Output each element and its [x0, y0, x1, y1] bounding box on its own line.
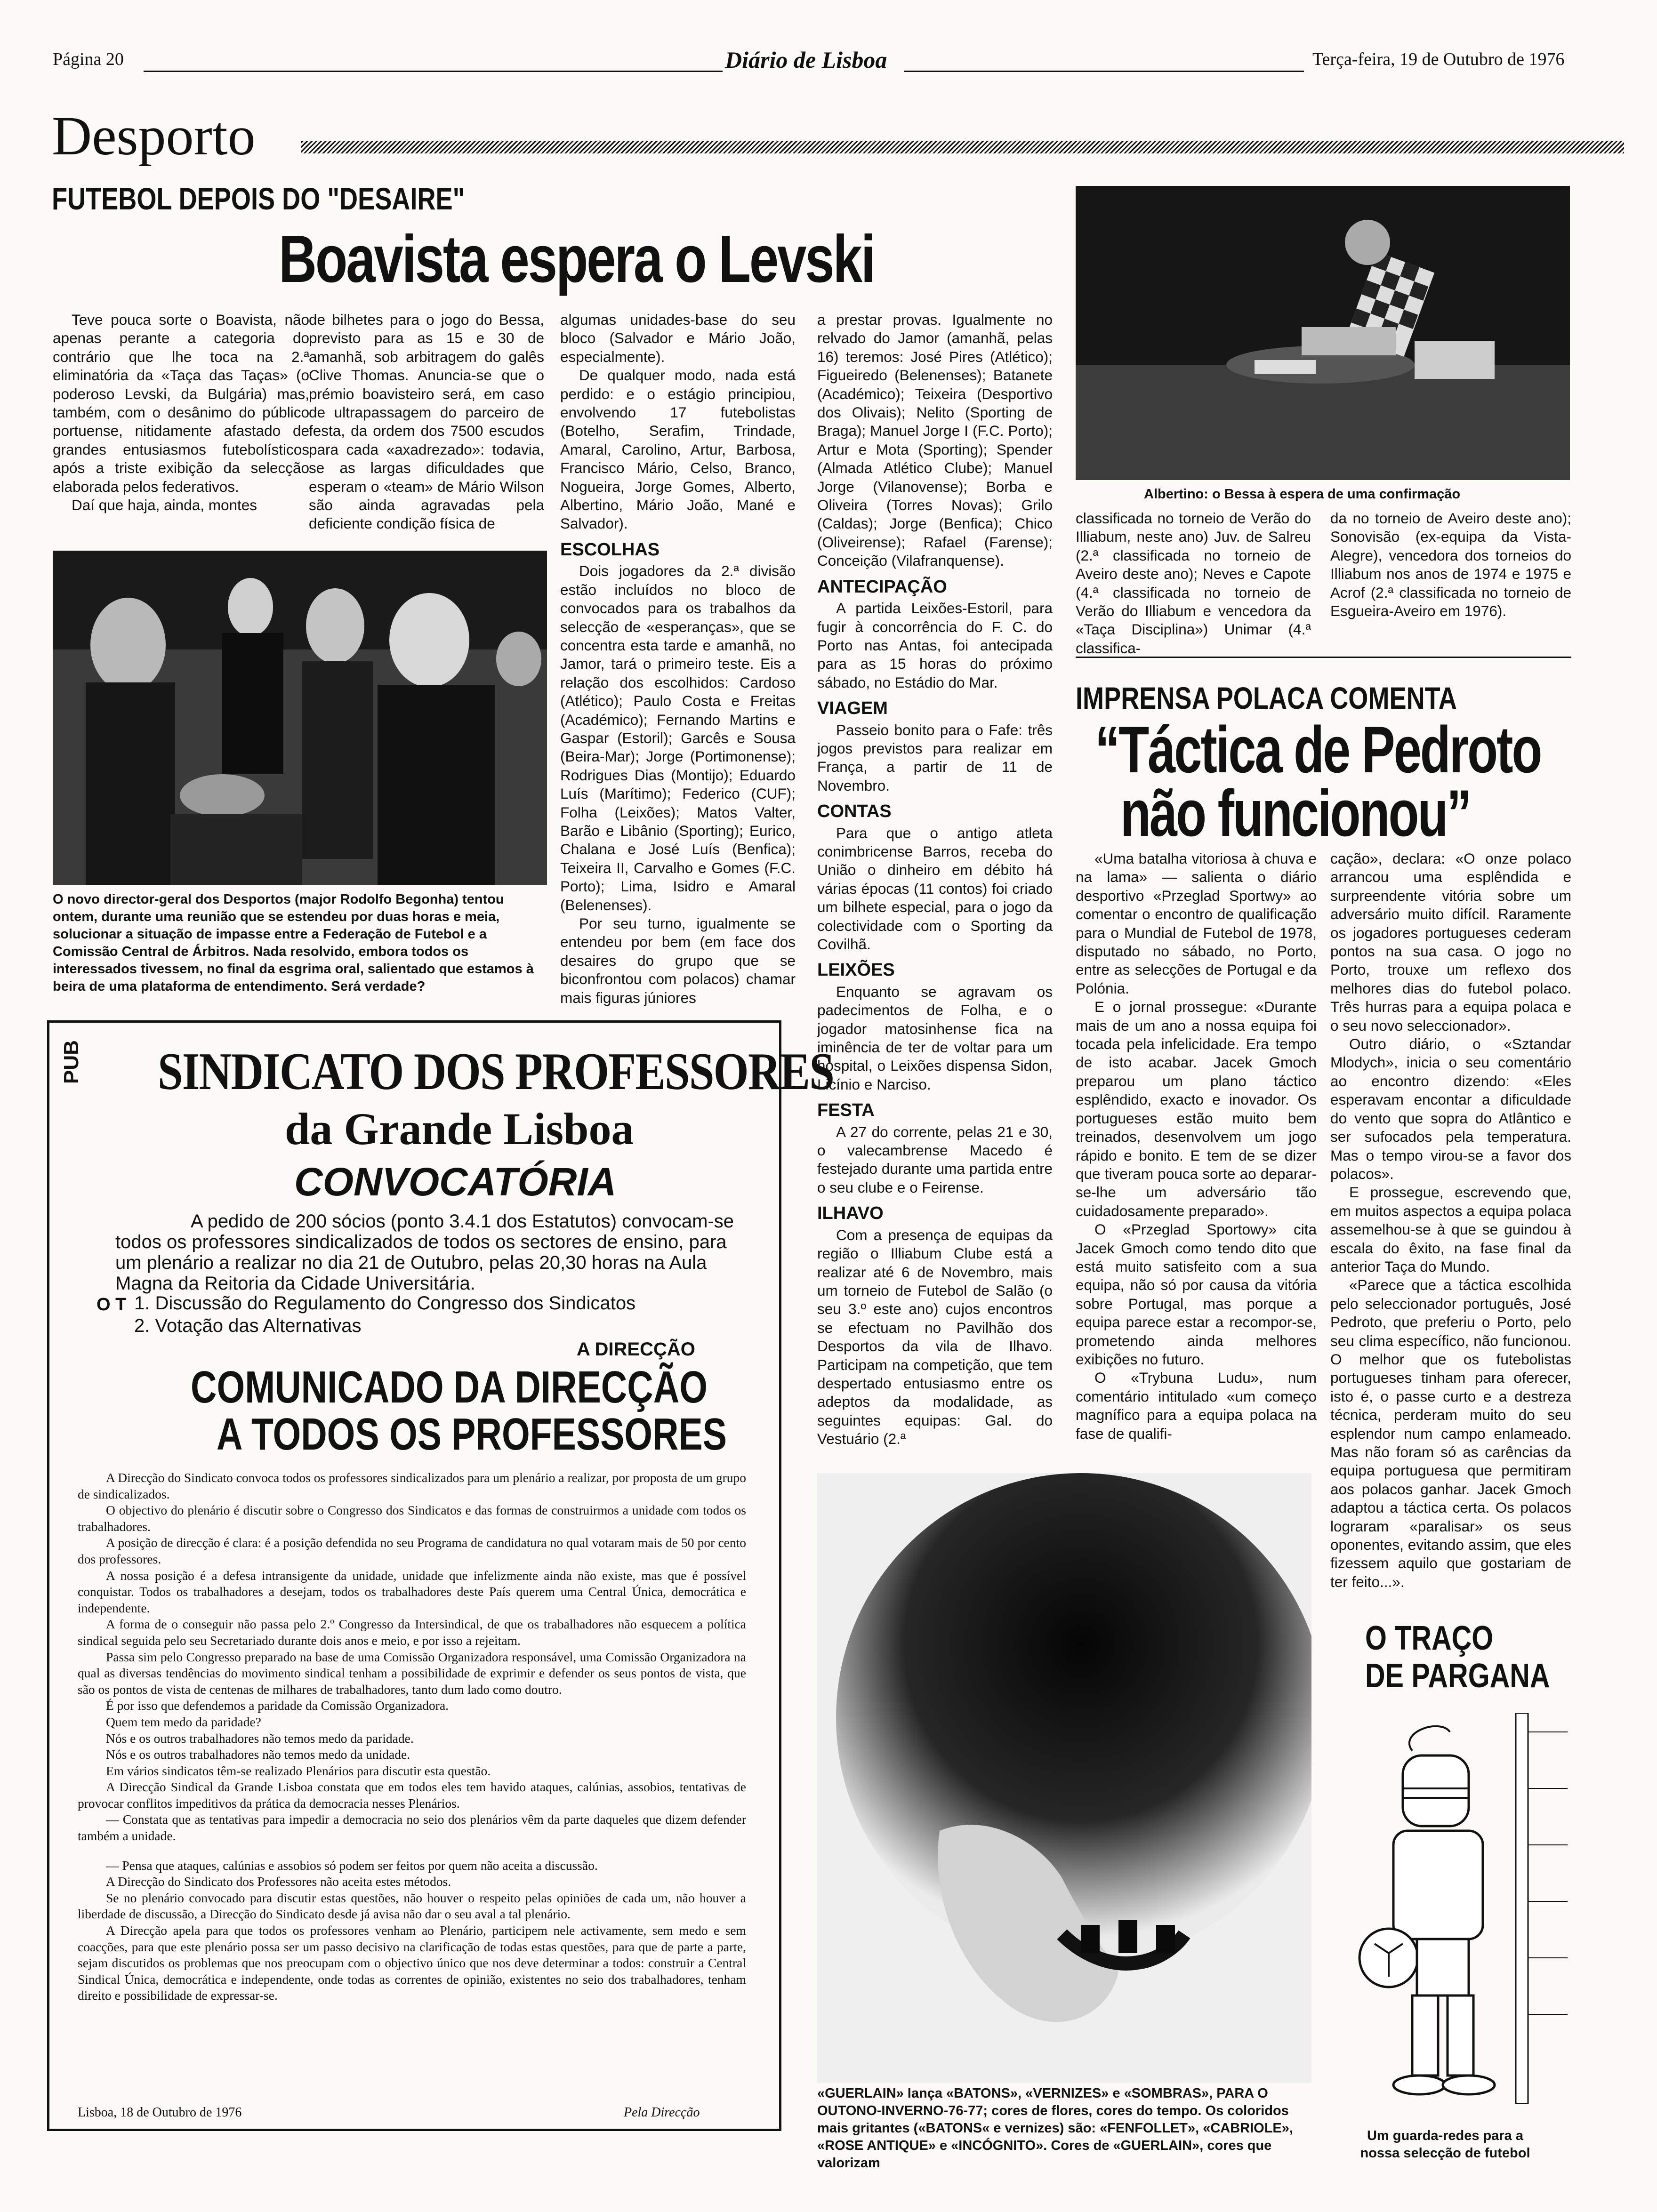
section-title: Desporto	[52, 105, 256, 167]
paragraph: Outro diário, o «Sztandar Mlodych», inicia o seu comentário ao encontro dizendo: «Eles esperavam encontar a dificuldade do vento que sopra do Atlântico e ser sufocados pela temperatura. Mas o tempo virou-se a favor dos polacos».	[1330, 1035, 1571, 1182]
ilhavo-continued-b	[1330, 509, 1571, 620]
paragraph: O «Trybuna Ludu», num comentário intitulado «um começo magnífico para a equipa polaca na fase de qualifi-	[1076, 1369, 1317, 1442]
page-number: Página 20	[53, 49, 124, 69]
directors-meeting-photo	[53, 551, 547, 885]
albertino-photo	[1076, 186, 1570, 480]
paragraph: «Parece que a táctica escolhida pelo seleccionador português, José Pedroto, que preferiu o Porto, pelo seu clima específico, não funcionou. O melhor que os futebolistas portugueses tinham para oferecer, isto é, o passe curto e a destreza técnica, perderam muito do seu esplendor num campo enlameado. Mas não foram só as carências da equipa portuguesa que permitiram aos polacos ganhar. Jacek Gmoch adaptou a táctica certa. Os polacos lograram «paralisar» os seus oponentes, evitando assim, que eles fizessem aquilo que gostariam de ter feito...».	[1330, 1276, 1571, 1590]
polaca-col-1	[1076, 850, 1317, 1443]
divider-rule	[1076, 657, 1571, 658]
ad-title: SINDICATO DOS PROFESSORES	[158, 1042, 834, 1101]
lead-col-2	[309, 311, 544, 533]
paragraph: Se no plenário convocado para discutir estas questões, não houver o respeito pelas opiniões de cada um, não houver a liberdade de discussão, a Direcção do Sindicato desde já avisa não dar o seu aval a tal plenário.	[78, 1890, 746, 1922]
masthead-rule-right	[904, 71, 1304, 72]
paragraph: A partida Leixões-Estoril, para fugir à concorrência do F. C. do Porto nas Antas, foi antecipada para as 15 horas do próximo sábado, no Estádio do Mar.	[817, 600, 1053, 691]
paragraph: de bilhetes para o jogo do Bessa, previsto para as 15 e 30 de amanhã, sob arbitragem do galês Clive Thomas. Anuncia-se que o prémio boavisteiro será, em caso de ultrapassagem do parceiro de festa, da ordem dos 7500 escudos para cada «axadrezado»: todavia, se as largas dificuldades que esperam o «team» de Mário Wilson são ainda agravadas pela deficiente condição física de	[309, 311, 544, 532]
paragraph: O objectivo do plenário é discutir sobre o Congresso dos Sindicatos e das formas de construirmos a unidade com todos os trabalhadores.	[78, 1503, 746, 1534]
paragraph: É por isso que defendemos a paridade da Comissão Organizadora.	[106, 1698, 449, 1713]
paragraph: Dois jogadores da 2.ª divisão estão incluídos no bloco de convocados para os trabalhos da selecção de «esperanças», que se concentra esta tarde e amanhã, no Jamor, tará o primeiro teste. Eis a relação dos escolhidos: Cardoso (Atlético); Paulo Costa e Freitas (Académico); Fernando Martins e Gaspar (Estoril); Garcês e Sousa (Beira-Mar); Jorge (Portimonense); Rodrigues Dias (Montijo); Eduardo Luís (Marítimo); Federico (CUF); Folha (Leixões); Matos Valter, Barão e Libânio (Sporting); Eurico, Chalana e José Luís (Benfica); Teixeira II, Carvalho e Gomes (F.C. Porto); Lima, Isidro e Amaral (Belenenses).	[560, 562, 796, 914]
ad-subtitle: da Grande Lisboa	[285, 1104, 634, 1154]
paragraph: A posição de direcção é clara: é a posição defendida no seu Programa de candidatura no qual votaram mais de 50 por cento dos professores.	[78, 1535, 746, 1566]
subhead-leixoes: LEIXÕES	[817, 960, 895, 980]
paragraph: Nós e os outros trabalhadores não temos medo da paridade.	[106, 1731, 414, 1746]
paragraph: Por seu turno, igualmente se entendeu por bem (em face dos desaires do grupo que se biconfrontou com polacos) chamar mais figuras júniores	[560, 915, 796, 1006]
agenda-item-2: 2. Votação das Alternativas	[134, 1315, 362, 1336]
polaca-headline-line-1: “Táctica de Pedroto	[1095, 713, 1541, 786]
paragraph: Enquanto se agravam os padecimentos de Folha, e o jogador matosinhense fica na iminência de ter de voltar para um hospital, o Leixões dispensa Sidon, Licínio e Narciso.	[817, 983, 1053, 1093]
convocatoria-heading: CONVOCATÓRIA	[294, 1160, 617, 1204]
lead-col-1	[53, 311, 309, 514]
subhead-viagem: VIAGEM	[817, 698, 888, 719]
newspaper-name: Diário de Lisboa	[725, 47, 887, 73]
pub-label: PUB	[60, 1040, 83, 1084]
paragraph: Passeio bonito para o Fafe: três jogos previstos para realizar em França, a partir de 11 de Novembro.	[817, 721, 1053, 794]
paragraph: da no torneio de Aveiro deste ano); Sonovisão (ex-equipa da Vista-Alegre), vencedora dos torneios do Illiabum nos anos de 1974 e 1975 e Acrof (2.ª classificada no torneio de Esgueira-Aveiro em 1976).	[1330, 510, 1571, 620]
albertino-photo-caption: Albertino: o Bessa à espera de uma confirmação	[1144, 487, 1461, 502]
photo-illustration	[53, 551, 547, 885]
paragraph: A nossa posição é a defesa intransigente da unidade, unidade que infelizmente ainda não existe, mas que é possível conquistar. Todos os trabalhadores a desejam, todos os trabalhadores deste País querem uma Central Única, democrática e independente.	[78, 1568, 746, 1615]
guerlain-photo	[817, 1473, 1311, 2083]
photo-illustration	[817, 1473, 1311, 2083]
comunicado-heading-2: A TODOS OS PROFESSORES	[217, 1409, 727, 1459]
lead-headline: Boavista espera o Levski	[279, 222, 874, 297]
paragraph: E prossegue, escrevendo que, em muitos aspectos a equipa polaca assemelhou-se à que se guindou à escala do êxito, na fase final da anterior Taça do Mundo.	[1330, 1184, 1571, 1275]
paragraph: algumas unidades-base do seu bloco (Salvador e Mário João, especialmente).	[560, 311, 796, 365]
cartoon-title-line-2: DE PARGANA	[1365, 1657, 1550, 1695]
goalkeeper-cartoon	[1332, 1713, 1568, 2104]
paragraph: De qualquer modo, nada está perdido: e o estágio principiou, envolvendo 17 futebolistas (Botelho, Serafim, Trindade, Amaral, Carolino, Artur, Barbosa, Francisco Mário, Celso, Branco, Nogueira, Jorge Gomes, Alberto, Albertino, Mário João, Mané e Salvador).	[560, 367, 796, 532]
ordem-trabalhos-label: O T	[97, 1295, 127, 1314]
paragraph: A 27 do corrente, pelas 21 e 30, o valecambrense Macedo é festejado durante uma partida entre o seu clube e o Feirense.	[817, 1123, 1053, 1196]
subhead-antecipacao: ANTECIPAÇÃO	[817, 577, 947, 597]
convocation-text: A pedido de 200 sócios (ponto 3.4.1 dos Estatutos) convocam-se todos os professores sindicalizados de todos os sectores de ensino, para um plenário a realizar no dia 21 de Outubro, pelas 20,30 horas na Aula Magna da Reitoria da Cidade Universitária.	[115, 1211, 734, 1294]
paragraph: Teve pouca sorte o Boavista, não apenas perante a categoria do contrário que lhe toca na 2.ª eliminatória da «Taça das Taças» (o poderoso Levski, da Bulgária) mas, também, com o desânimo do público portuense, nitidamente afastado de grandes entusiasmos futebolísticos após a triste exibição da selecção elaborada pelos federativos.	[53, 311, 309, 495]
paragraph: Nós e os outros trabalhadores não temos medo da unidade.	[106, 1747, 410, 1762]
paragraph: Passa sim pelo Congresso preparado na base de uma Comissão Organizadora responsável, uma Comissão Organizadora na qual as diversas tendências do movimento sindical tenham a possibilidade de exprimir e defender os seus pontos de vista, que são os pontos de vista de centenas de milhares de trabalhadores, tanto dum lado como doutro.	[78, 1649, 746, 1697]
directors-photo-caption: O novo director-geral dos Desportos (major Rodolfo Begonha) tentou ontem, durante uma reunião que se estendeu por duas horas e meia, solucionar a situação de impasse entre a Federação de Futebol e a Comissão Central de Árbitros. Nada resolvido, embora todos os interessados tivessem, no final da esgrima oral, salientado que estamos à beira de uma plataforma de entendimento. Será verdade?	[53, 892, 534, 994]
paragraph: A Direcção do Sindicato dos Professores não aceita estes métodos.	[106, 1874, 451, 1889]
agenda-item-1: 1. Discussão do Regulamento do Congresso dos Sindicatos	[134, 1293, 636, 1314]
paragraph: O «Przeglad Sportowy» cita Jacek Gmoch como tendo dito que está muito satisfeito com a sua equipa, não só por causa da vitória sobre Portugal, mas porque a equipa parece estar a recompor-se, prometendo ainda melhores exibições no futuro.	[1076, 1221, 1317, 1368]
ad-footer-signature: Pela Direcção	[624, 2105, 700, 2120]
polaca-col-2	[1330, 850, 1571, 1591]
paragraph: Para que o antigo atleta conimbricense Barros, receba do União o dinheiro em débito há várias épocas (11 contos) foi criado um bilhete especial, para o jogo da colectividade com o Sporting da Covilhã.	[817, 824, 1053, 953]
paragraph: a prestar provas. Igualmente no relvado do Jamor (amanhã, pelas 16) teremos: José Pires (Atlético); Figueiredo (Belenenses); Batanete (Académico); Teixeira (Desportivo dos Olivais); Nelito (Sporting de Braga); Manuel Jorge I (F.C. Porto); Artur e Mota (Sporting); Spender (Almada Atlético Clube); Manuel Jorge (Vilanovense); Borba e Oliveira (Torres Novas); Grilo (Caldas); Jorge (Benfica); Chico (Oliveirense); Rafael (Farense); Conceição (Vilafranquense).	[817, 311, 1053, 569]
subhead-ilhavo: ILHAVO	[817, 1203, 884, 1224]
ad-footer-place-date: Lisboa, 18 de Outubro de 1976	[78, 2105, 242, 2120]
cartoon-title-line-1: O TRAÇO	[1365, 1619, 1494, 1657]
polaca-headline-line-2: não funcionou”	[1120, 776, 1471, 850]
polaca-kicker: IMPRENSA POLACA COMENTA	[1076, 681, 1457, 715]
lead-kicker: FUTEBOL DEPOIS DO "DESAIRE"	[52, 181, 465, 216]
subhead-contas: CONTAS	[817, 801, 892, 822]
paragraph: «Uma batalha vitoriosa à chuva e na lama» — salienta o diário desportivo «Przeglad Sportwy» ao comentar o encontro de qualificação para o Mundial de Futebol de 1978, disputado no sábado, no Porto, entre as selecções de Portugal e da Polónia.	[1076, 850, 1317, 997]
guerlain-caption: «GUERLAIN» lança «BATONS», «VERNIZES» e «SOMBRAS», PARA O OUTONO-INVERNO-76-77; cores de flores, cores do tempo. Os coloridos mais gritantes («BATONS« e vernizes) são: «FENFOLLET», «CABRIOLE», «ROSE ANTIQUE» e «INCÓGNITO». Cores de «GUERLAIN», cores que valorizam	[817, 2086, 1293, 2171]
paragraph: Quem tem medo da paridade?	[106, 1714, 261, 1729]
cartoon-caption: Um guarda-redes para a nossa selecção de futebol	[1360, 2128, 1530, 2161]
subhead-festa: FESTA	[817, 1100, 875, 1121]
ilhavo-continued-a	[1076, 509, 1311, 657]
paragraph: A forma de o conseguir não passa pelo 2.º Congresso da Intersindical, de que os trabalhadores não esquecem a política sindical seguida pelo seu Secretariado durante dois anos e meio, e por isso a rejeitam.	[78, 1617, 746, 1648]
knight-goalkeeper-illustration	[1332, 1713, 1568, 2104]
paragraph: Em vários sindicatos têm-se realizado Plenários para discutir esta questão.	[106, 1763, 491, 1778]
paragraph: E o jornal prossegue: «Durante mais de um ano a nossa equipa foi tocada pela infelicidade. Era tempo de isto acabar. Jacek Gmoch preparou um plano táctico esplêndido, exacto e inovador. Os portugueses estão muito bem treinados, desenvolvem um jogo rápido e bonito. E tem de se dizer que tiveram pouca sorte ao deparar-se-lhe um adversário tão cuidadosamente preparado».	[1076, 998, 1317, 1219]
photo-illustration	[1076, 186, 1570, 480]
union-advertisement	[47, 1020, 834, 2131]
subhead-escolhas: ESCOLHAS	[560, 539, 660, 560]
paragraph: A Direcção apela para que todos os professores venham ao Plenário, participem nele activamente, sem medo e sem coacções, para que este plenário possa ser um passo decisivo na clarificação de todas estas questões, para que de parte a parte, sejam discutidos os problemas que nos preocupam com o objectivo único que nos deve determinar a todos: construir a Central Sindical Única, democrática e independente, onde todas as correntes de opinião, existentes no seio dos trabalhadores, tenham direito e possibilidade de expressar-se.	[78, 1923, 746, 2003]
paragraph: cação», declara: «O onze polaco arrancou uma esplêndida e surpreendente vitória sobre um adversário muito difícil. Raramente os jogadores portugueses cederam pontos na sua casa. O jogo no Porto, trouxe um reflexo dos melhores dias do futebol polaco. Três hurras para a equipa polaca e o seu novo seleccionador».	[1330, 850, 1571, 1034]
comunicado-text	[78, 1470, 746, 2004]
paragraph: Daí que haja, ainda, montes	[72, 497, 257, 514]
comunicado-heading-1: COMUNICADO DA DIRECÇÃO	[191, 1362, 708, 1412]
section-rule	[301, 141, 1624, 153]
masthead-rule-left	[144, 71, 723, 72]
paragraph: — Pensa que ataques, calúnias e assobios só podem ser feitos por quem não aceita a discussão.	[106, 1858, 598, 1873]
direccao-signature: A DIRECÇÃO	[577, 1339, 695, 1360]
lead-col-4	[817, 311, 1053, 1449]
issue-date: Terça-feira, 19 de Outubro de 1976	[1312, 49, 1565, 69]
lead-col-3	[560, 311, 796, 1007]
paragraph: A Direcção Sindical da Grande Lisboa constata que em todos eles tem havido ataques, calúnias, assobios, tentativas de provocar conflitos impeditivos da prática da democracia nesses Plenários.	[78, 1779, 746, 1811]
paragraph: A Direcção do Sindicato convoca todos os professores sindicalizados para um plenário a realizar, por proposta de um grupo de sindicalizados.	[78, 1470, 746, 1501]
paragraph: — Constata que as tentativas para impedir a democracia no seio dos plenários vêm da parte daqueles que dizem defender também a unidade.	[78, 1812, 746, 1843]
paragraph: classificada no torneio de Verão do Illiabum, neste ano) Juv. de Salreu (2.ª classificada no torneio de Aveiro deste ano); Neves e Capote (4.ª classificada no torneio de Verão do Illiabum e vencedora da «Taça Disciplina») Unimar (4.ª classifica-	[1076, 510, 1311, 657]
paragraph: Com a presença de equipas da região o Illiabum Clube está a realizar até 6 de Novembro, mais um torneio de Futebol de Salão (o seu 3.º este ano) cujos encontros se efectuam no Pavilhão dos Desportos da vila de Ilhavo. Participam na competição, que tem despertado entusiasmo entre os adeptos da modalidade, as seguintes equipas: Gal. do Vestuário (2.ª	[817, 1226, 1053, 1448]
